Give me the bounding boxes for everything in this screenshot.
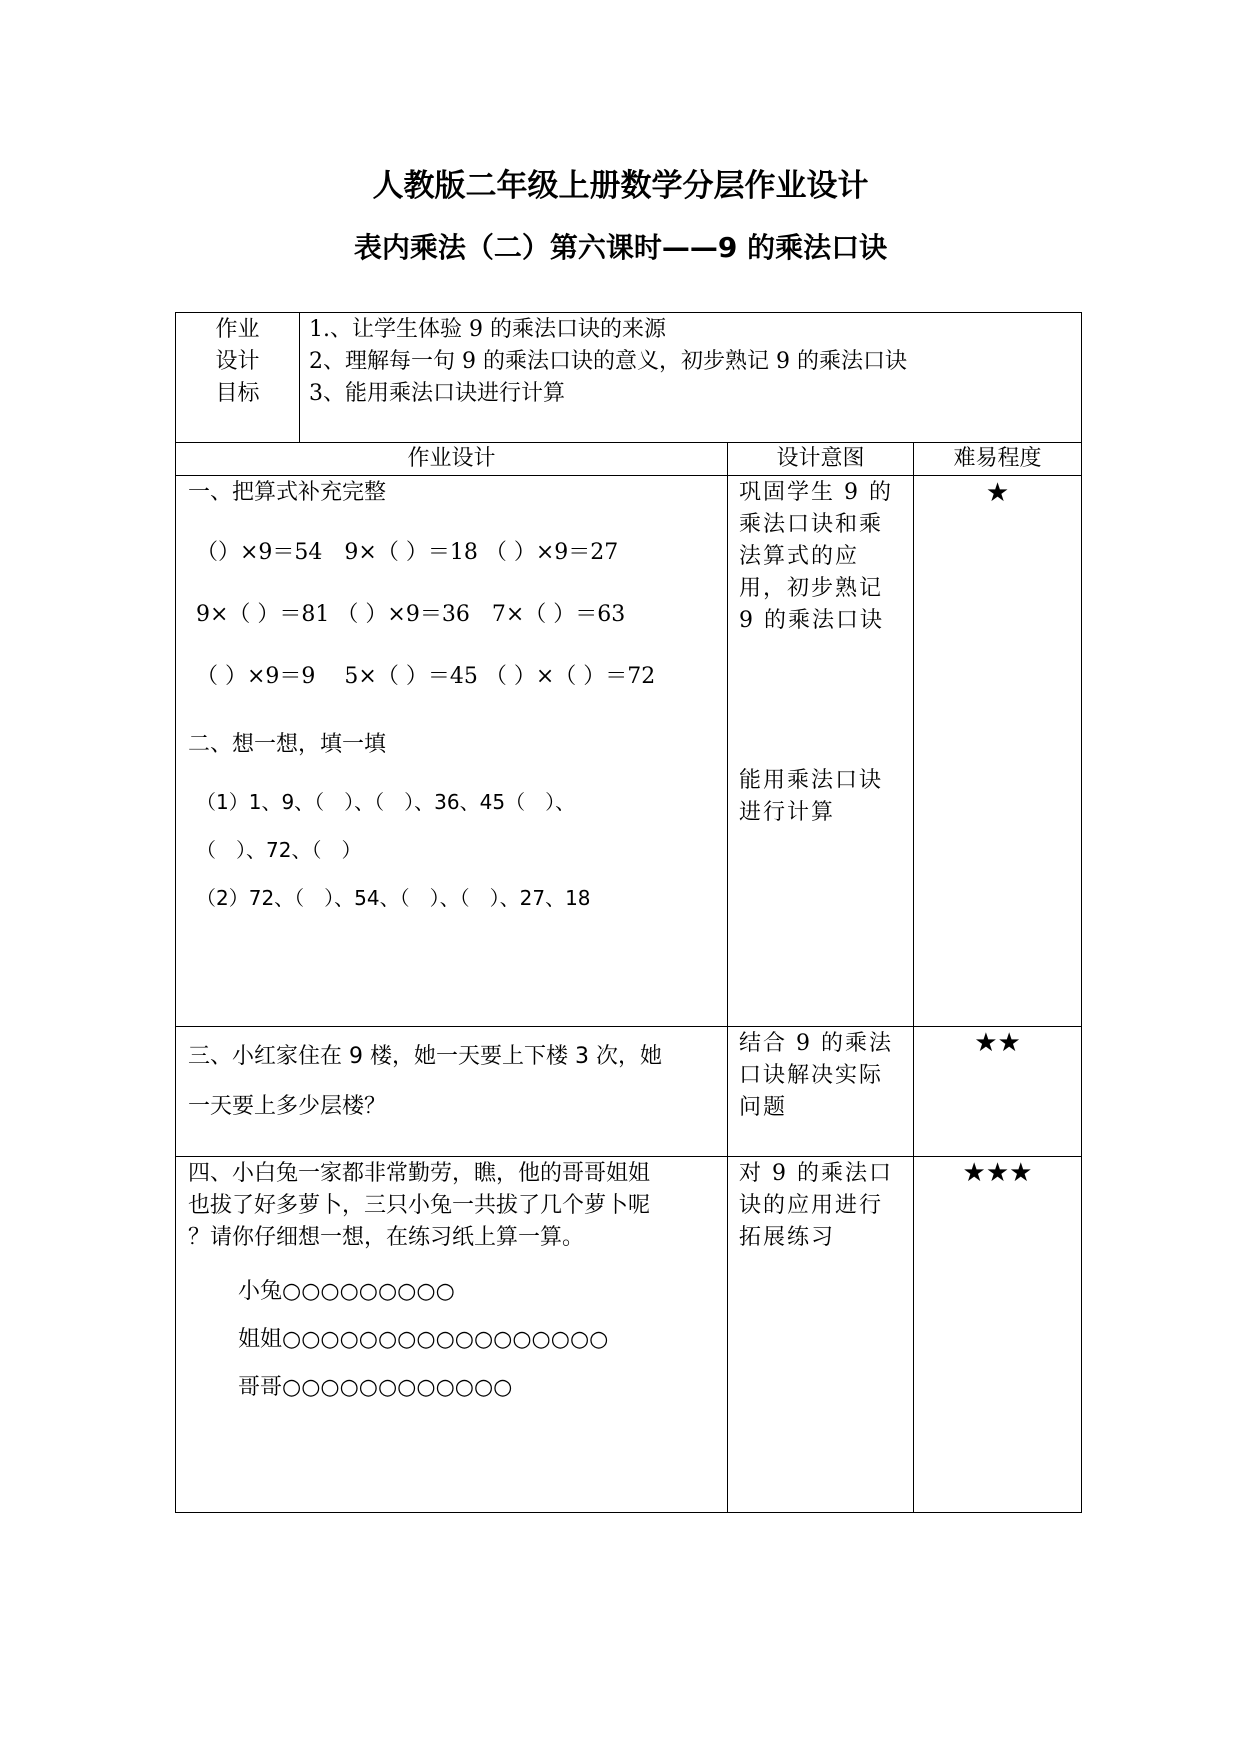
rabbit-row: 哥哥○○○○○○○○○○○○ xyxy=(238,1375,513,1400)
part4-question: 四、小白兔一家都非常勤劳，瞧，他的哥哥姐姐 也拔了好多萝卜，三只小兔一共拔了几个萝卜呢 ？请你仔细想一想，在练习纸上算一算。 xyxy=(188,1161,651,1250)
header-design: 作业设计 xyxy=(407,446,496,471)
rabbit-row: 小兔○○○○○○○○○ xyxy=(238,1279,455,1304)
difficulty-stars: ★★ xyxy=(974,1028,1021,1058)
page-title: 人教版二年级上册数学分层作业设计 xyxy=(372,168,869,204)
goal-item: 2、理解每一句 9 的乘法口诀的意义，初步熟记 9 的乘法口诀 xyxy=(309,349,907,374)
equation-row: 9×（ ）＝81 （ ）×9＝36 7×（ ）＝63 xyxy=(196,602,626,627)
page-subtitle: 表内乘法（二）第六课时——9 的乘法口诀 xyxy=(353,231,888,264)
part2-sequences xyxy=(196,778,591,922)
difficulty-stars: ★ xyxy=(985,478,1010,508)
goal-item: 3、能用乘法口诀进行计算 xyxy=(309,381,565,406)
goals-label: 作业 设计 目标 xyxy=(215,317,260,406)
part4-intent: 对 9 的乘法口诀的应用进行拓展练习 xyxy=(739,1161,893,1250)
part1-intent: 巩固学生 9 的乘法口诀和乘法算式的应用，初步熟记 9 的乘法口诀 xyxy=(739,480,893,633)
sequence-line: （1）1、9、（ ）、（ ）、36、45（ ）、 xyxy=(196,790,576,814)
sequence-line: （ ）、72、（ ） xyxy=(196,838,362,862)
sequence-line: （2）72、（ ）、54、（ ）、（ ）、27、18 xyxy=(196,886,591,910)
part2-intent: 能用乘法口诀进行计算 xyxy=(739,768,884,825)
part3-question: 三、小红家住在 9 楼，她一天要上下楼 3 次，她 一天要上多少层楼？ xyxy=(188,1044,662,1119)
part2-heading: 二、想一想，填一填 xyxy=(188,732,387,757)
part1-heading: 一、把算式补充完整 xyxy=(188,480,387,505)
rabbit-counts xyxy=(238,1268,608,1412)
goal-item: 1.、让学生体验 9 的乘法口诀的来源 xyxy=(309,317,666,342)
difficulty-stars: ★★★ xyxy=(962,1158,1033,1188)
header-intent: 设计意图 xyxy=(776,446,865,471)
header-difficulty: 难易程度 xyxy=(953,446,1042,471)
equation-row: （ ）×9＝9 5×（ ）＝45 （ ）×（ ）＝72 xyxy=(196,664,656,689)
part3-intent: 结合 9 的乘法口诀解决实际问题 xyxy=(739,1031,893,1120)
part1-equations xyxy=(196,537,724,693)
rabbit-row: 姐姐○○○○○○○○○○○○○○○○○ xyxy=(238,1327,609,1352)
goals-list xyxy=(309,314,907,410)
equation-row: （）×9＝54 9×（ ）＝18 （ ）×9＝27 xyxy=(196,540,619,565)
